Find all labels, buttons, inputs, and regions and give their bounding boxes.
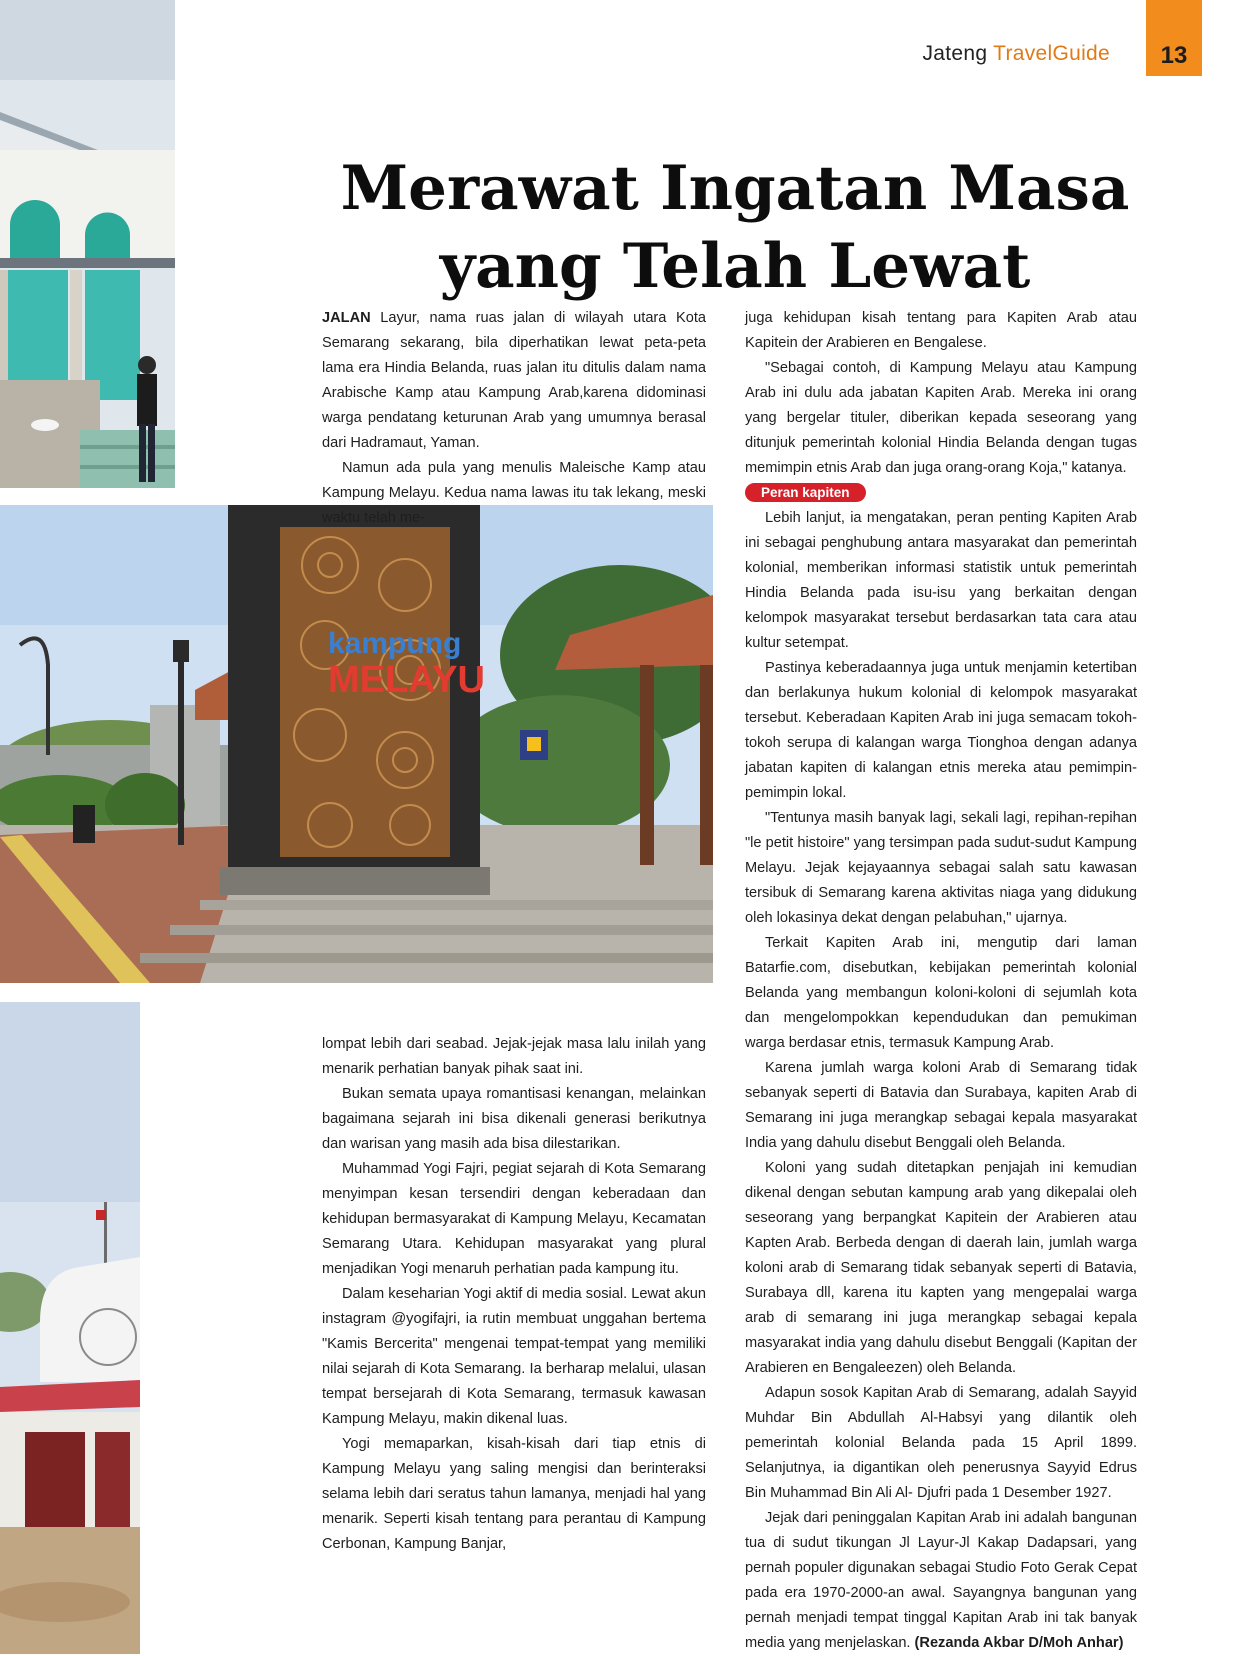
brand-travelguide: TravelGuide [993,42,1110,65]
page-number: 13 [1146,0,1202,76]
photo-kampung-melayu-gate-image [0,505,713,983]
article-column-left-top [322,306,706,531]
paragraph-text: Jejak dari peninggalan Kapitan Arab ini adalah bangunan tua di sudut tikungan Jl Layur-Jl Kakap Dadapsari, yang pernah populer digunakan sebagai Studio Foto Gerak Cepat pada era 1970-2000-an awal. Sayangnya bangunan yang pernah menjadi tempat tinggal Kapitan Arab ini tak banyak media yang menjelaskan. [745,1510,1137,1651]
article-paragraph: Adapun sosok Kapitan Arab di Semarang, adalah Sayyid Muhdar Bin Abdullah Al-Habsyi yang dilantik oleh pemerintah kolonial Belanda pada 15 April 1899. Selanjutnya, ia digantikan oleh penerusnya Sayyid Edrus Bin Muhammad Bin Ali Al- Djufri pada 1 Desember 1927. [745,1385,1137,1501]
article-paragraph: Karena jumlah warga koloni Arab di Semarang tidak sebanyak seperti di Batavia dan Surabaya, kapiten Arab di Semarang ini juga merangkap sebagai kepala masyarakat India yang dahulu disebut Benggali oleh Belanda. [745,1060,1137,1151]
subhead-peran-kapiten: Peran kapiten [745,483,866,502]
photo-kampung-melayu-gate [0,505,713,983]
article-paragraph: Lebih lanjut, ia mengatakan, peran penting Kapiten Arab ini sebagai penghubung antara masyarakat dan pemerintah kolonial, memberikan informasi statistik untuk pemerintah Hindia Belanda pada isu-isu yang berkaitan dengan kelompok masyarakat tersebut berdasarkan tata cara atau kultur setempat. [745,510,1137,651]
article-paragraph [745,1506,1137,1656]
article-paragraph: juga kehidupan kisah tentang para Kapiten Arab atau Kapitein der Arabieren en Bengalese. [745,310,1137,351]
subhead-container [745,481,1137,506]
lead-word: JALAN [322,310,371,326]
article-title-line-2: yang Telah Lewat [439,231,1031,302]
article-paragraph: Koloni yang sudah ditetapkan penjajah ini kemudian dikenal dengan sebutan kampung arab yang dikepalai oleh seseorang yang berpangkat Kapitein der Arabieren atau Kapten Arab. Berbeda dengan di daerah lain, jumlah warga koloni arab di Semarang tidak sebanyak seperti di Batavia, Surabaya dll, karena itu kapten yang mengepalai warga arab di semarang ini juga merangkap sebagai kepala masyarakat india yang dahulu disebut Benggali (Kapitan der Arabieren en Bengaleezen) oleh Belanda. [745,1160,1137,1376]
sign-melayu-text: MELAYU [328,659,485,701]
brand-jateng: Jateng [922,42,988,65]
article-paragraph: Yogi memaparkan, kisah-kisah dari tiap etnis di Kampung Melayu yang saling mengisi dan berinteraksi selama lebih dari seratus tahun lamanya, menjadi hal yang menarik. Seperti kisah tentang para perantau di Kampung Cerbonan, Kampung Banjar, [322,1436,706,1552]
article-paragraph: "Sebagai contoh, di Kampung Melayu atau Kampung Arab ini dulu ada jabatan Kapiten Arab. Mereka ini orang yang bergelar tituler, diberikan kepada seseorang yang ditunjuk pemerintah kolonial Hindia Belanda dengan tugas memimpin etnis Arab dan juga orang-orang Koja," katanya. [745,360,1137,476]
magazine-brand [922,42,1110,66]
author-byline: (Rezanda Akbar D/Moh Anhar) [914,1635,1124,1651]
article-paragraph: "Tentunya masih banyak lagi, sekali lagi, repihan-repihan "le petit histoire" yang tersimpan pada sudut-sudut Kampung Melayu. Jejak kejayaannya sebagai salah satu kawasan tersibuk di Semarang karena aktivitas niaga yang didukung oleh lokasinya dekat dengan pelabuhan," ujarnya. [745,810,1137,926]
article-paragraph: Dalam keseharian Yogi aktif di media sosial. Lewat akun instagram @yogifajri, ia rutin membuat unggahan bertema "Kamis Bercerita" mengenai tempat-tempat yang memiliki nilai sejarah di Kota Semarang. Ia berharap melalui, ulasan tempat bersejarah di Kota Semarang, termasuk kawasan Kampung Melayu, makin dikenal luas. [322,1286,706,1427]
photo-white-building [0,1002,140,1654]
article-column-right [745,306,1137,1656]
article-column-left-bottom [322,1032,706,1557]
paragraph-text: Layur, nama ruas jalan di wilayah utara Kota Semarang sekarang, bila diperhatikan lewat peta-peta lama era Hindia Belanda, ruas jalan itu ditulis dalam nama Arabische Kamp atau Kampung Arab,karena didominasi warga pendatang keturunan Arab yang umumnya berasal dari Hadramaut, Yaman. [322,310,706,451]
article-paragraph: Namun ada pula yang menulis Maleische Kamp atau Kampung Melayu. Kedua nama lawas itu tak lekang, meski waktu telah me- [322,460,706,526]
article-title-line-1: Merawat Ingatan Masa [340,153,1130,224]
article-paragraph: Terkait Kapiten Arab ini, mengutip dari laman Batarfie.com, disebutkan, kebijakan pemerintah kolonial Belanda yang membangun koloni-koloni di sejumlah kota dan mengelompokkan kependudukan dan pemukiman warga berdasar etnis, termasuk Kampung Arab. [745,935,1137,1051]
photo-mosque-building [0,0,175,488]
article-paragraph: Bukan semata upaya romantisasi kenangan, melainkan bagaimana sejarah ini bisa dikenali generasi berikutnya dan warisan yang masih ada bisa dilestarikan. [322,1086,706,1152]
article-paragraph [322,306,706,456]
sign-kampung-text: kampung [328,627,462,660]
article-paragraph: lompat lebih dari seabad. Jejak-jejak masa lalu inilah yang menarik perhatian banyak pihak saat ini. [322,1036,706,1077]
photo-white-building-image [0,1002,140,1654]
photo-mosque-building-image [0,0,175,488]
article-title [320,150,1150,306]
article-paragraph: Pastinya keberadaannya juga untuk menjamin ketertiban dan berlakunya hukum kolonial di kelompok masyarakat tersebut. Keberadaan Kapiten Arab ini juga semacam tokoh-tokoh serupa di kalangan warga Tionghoa dengan adanya jabatan kapiten di kalangan etnis mereka atau pemimpin-pemimpin lokal. [745,660,1137,801]
article-paragraph: Muhammad Yogi Fajri, pegiat sejarah di Kota Semarang menyimpan kesan tersendiri dengan keberadaan dan kehidupan bermasyarakat di Kampung Melayu, Kecamatan Semarang Utara. Kehidupan masyarakat yang plural menjadikan Yogi menaruh perhatian pada kampung itu. [322,1161,706,1277]
